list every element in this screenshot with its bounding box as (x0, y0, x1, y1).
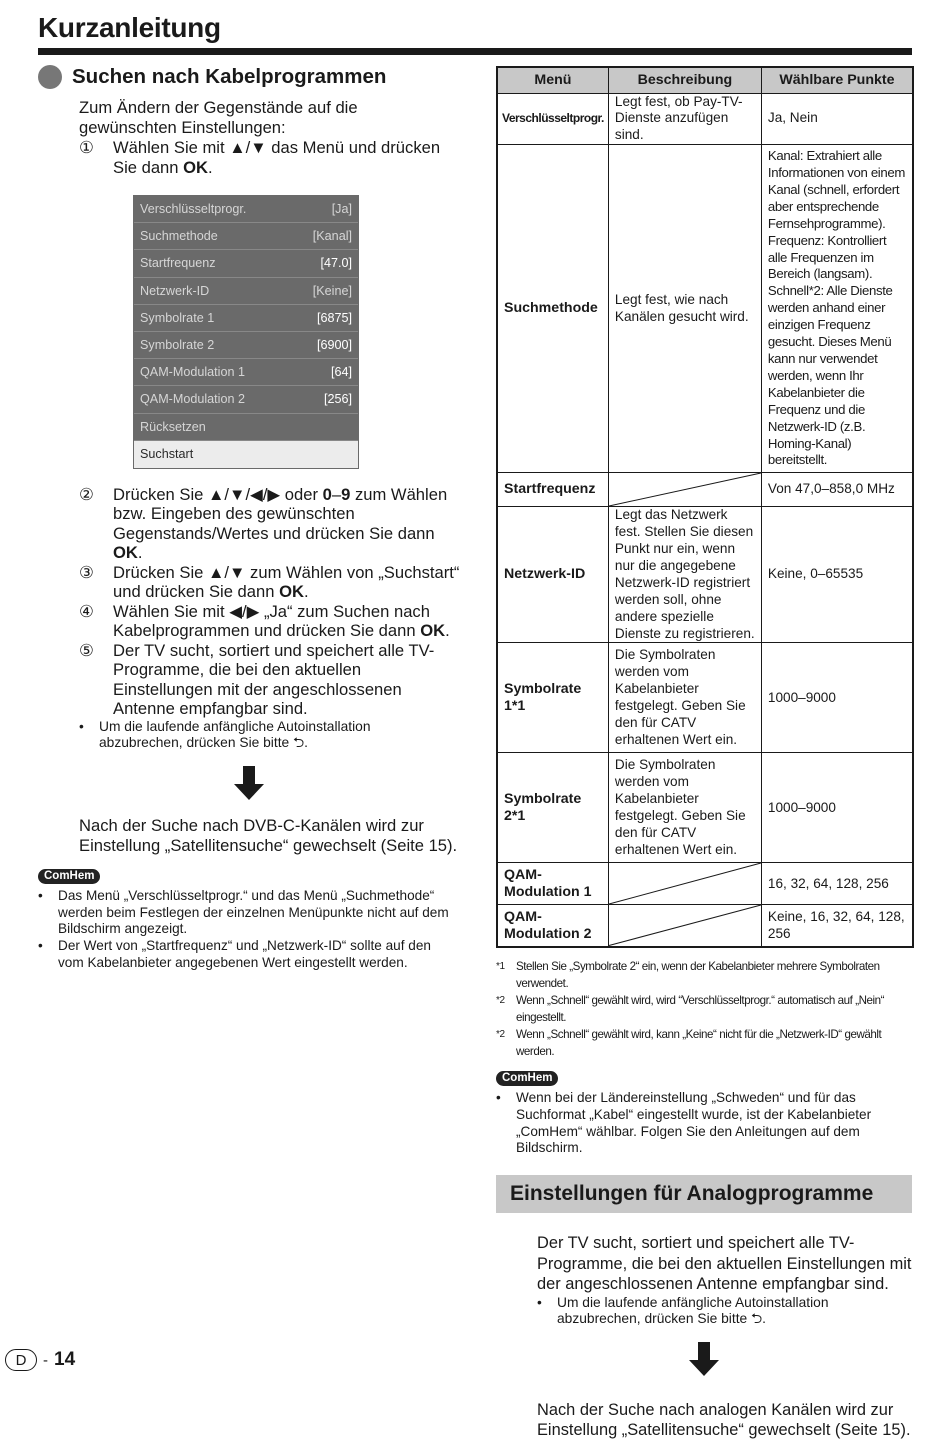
menu-item-label: QAM-Modulation 2 (140, 392, 245, 407)
row-description-empty (608, 473, 761, 507)
settings-table (496, 66, 914, 948)
menu-item-value: [64] (330, 365, 352, 380)
col-header-menu: Menü (497, 67, 608, 93)
menu-item-label: Suchstart (140, 447, 194, 462)
row-menu-name: Symbolrate 1*1 (497, 643, 608, 753)
row-description-empty (608, 863, 761, 905)
bullet-dot: • (537, 1294, 542, 1310)
menu-item-value: [Kanal] (312, 229, 352, 244)
table-row (497, 863, 913, 905)
title-rule (38, 48, 912, 55)
menu-item (134, 359, 358, 386)
menu-item-value: [Keine] (312, 283, 352, 298)
right-column (496, 66, 914, 1441)
diagonal-line-icon (609, 905, 761, 946)
menu-item (134, 250, 358, 277)
step-text: Wählen Sie mit ◀/▶ „Ja“ zum Suchen nach Kabelprogrammen und drücken Sie dann OK. (113, 601, 450, 641)
row-menu-name: Startfrequenz (497, 473, 608, 507)
table-row (497, 507, 913, 643)
cable-intro: Zum Ändern der Gegenstände auf die gewünschten Einstellungen: (79, 98, 358, 137)
step-number: ③ (79, 562, 94, 582)
footer-separator: - (43, 1351, 48, 1369)
row-options: 16, 32, 64, 128, 256 (761, 863, 913, 905)
step-number: ① (79, 138, 94, 157)
row-menu-name: Suchmethode (497, 145, 608, 473)
menu-item-label: Verschlüsseltprogr. (140, 202, 247, 217)
language-badge: D (5, 1349, 37, 1371)
row-options: Kanal: Extrahiert alle Informationen von einem Kanal (schnell, erfordert aber entsprechende Fernsehprogramme). Frequenz: Kontrolliert alle Frequenzen im Bereich (langsam). Schnell*2: Alle Dienste werden anhand einer einzigen Frequenz gesucht. Dieses Menü kann nur verwendet werden, wenn Ihr Kabelanbieter die Frequenz und die Netzwerk-ID (z.B. Homing-Kanal) bereitstellt. (761, 145, 913, 473)
row-description-empty (608, 905, 761, 947)
comhem-left (38, 866, 468, 972)
bullet-dot: • (38, 938, 43, 954)
comhem-note (38, 938, 458, 972)
table-row (497, 93, 913, 145)
comhem-note (38, 888, 458, 938)
menu-item-value: [256] (323, 392, 352, 407)
menu-item-label: Suchmethode (140, 229, 218, 244)
menu-item (134, 223, 358, 250)
comhem-badge: ComHem (38, 869, 100, 884)
step-text: Wählen Sie mit ▲/▼ das Menü und drücken Sie dann OK. (113, 138, 441, 177)
table-row (497, 145, 913, 473)
page-title: Kurzanleitung (38, 12, 221, 43)
row-description: Die Symbolraten werden vom Kabelanbieter festgelegt. Geben Sie den für CATV erhaltenen Wert ein. (608, 643, 761, 753)
cable-heading-text: Suchen nach Kabelprogrammen (72, 65, 387, 88)
page-footer (5, 1349, 75, 1371)
menu-item-value: [47.0] (320, 256, 352, 271)
analog-after-text: Nach der Suche nach analogen Kanälen wird zur Einstellung „Satellitensuche“ gewechselt (Seite 15). (537, 1400, 911, 1440)
menu-item-label: Startfrequenz (140, 256, 216, 271)
comhem-notes (38, 888, 468, 972)
step-number: ⑤ (79, 640, 94, 660)
bullet-dot: • (38, 887, 43, 903)
footnote (496, 992, 914, 1026)
down-arrow-icon (689, 1342, 719, 1376)
diagonal-line-icon (609, 473, 761, 506)
table-row (497, 905, 913, 947)
comhem-right-note-text: Wenn bei der Ländereinstellung „Schweden“ und für das Suchformat „Kabel“ eingestellt wurde, ist der Kabelanbieter „ComHem“ wählbar. Folgen Sie den Anleitungen auf dem Bildschirm. (516, 1089, 872, 1156)
menu-item (134, 305, 358, 332)
analog-abort-note (537, 1295, 867, 1328)
abort-note-text: Um die laufende anfängliche Autoinstallation abzubrechen, drücken Sie bitte ⮌. (99, 718, 371, 751)
table-header-row (497, 67, 913, 93)
menu-item-label: QAM-Modulation 1 (140, 365, 245, 380)
footnote-text: Wenn „Schnell“ gewählt wird, kann „Keine“ nicht für die „Netzwerk-ID“ gewählt werden. (516, 1027, 882, 1058)
step-4 (79, 602, 464, 641)
menu-item-label: Symbolrate 1 (140, 310, 215, 325)
row-description: Legt fest, ob Pay-TV-Dienste anzufügen sind. (608, 93, 761, 145)
step-text: Drücken Sie ▲/▼ zum Wählen von „Suchstart“ und drücken Sie dann OK. (113, 562, 460, 602)
footnotes (496, 958, 914, 1060)
row-options: 1000–9000 (761, 643, 913, 753)
step-number: ② (79, 484, 94, 504)
menu-item (134, 414, 358, 441)
footnote-mark: *2 (496, 994, 505, 1006)
step-number: ④ (79, 601, 94, 621)
footnote-mark: *1 (496, 960, 505, 972)
menu-item-value: [6900] (316, 338, 352, 353)
menu-item (134, 332, 358, 359)
col-header-options: Wählbare Punkte (761, 67, 913, 93)
row-description: Legt das Netzwerk fest. Stellen Sie diesen Punkt nur ein, wenn nur die angegebene Netzwerk-ID registriert werden soll, ohne andere spezielle Dienste zu registrieren. (608, 507, 761, 643)
footnote (496, 958, 914, 992)
col-header-description: Beschreibung (608, 67, 761, 93)
table-row (497, 473, 913, 507)
page-number: 14 (54, 1349, 76, 1370)
step-text: Der TV sucht, sortiert und speichert alle TV-Programme, die bei den aktuellen Einstellungen mit der angeschlossenen Antenne empfangbar sind. (113, 640, 435, 719)
menu-item-label: Netzwerk-ID (140, 283, 210, 298)
analog-abort-note-text: Um die laufende anfängliche Autoinstallation abzubrechen, drücken Sie bitte ⮌. (557, 1294, 829, 1327)
abort-note (79, 719, 409, 752)
cable-section-heading (38, 62, 468, 92)
step-1 (79, 138, 464, 177)
comhem-note-text: Das Menü „Verschlüsseltprogr.“ und das Menü „Suchmethode“ werden beim Festlegen der einzelnen Menüpunkte nicht auf dem Bildschirm angezeigt. (58, 887, 449, 937)
down-arrow-icon (234, 766, 264, 800)
menu-item (134, 386, 358, 413)
row-options: Von 47,0–858,0 MHz (761, 473, 913, 507)
diagonal-line-icon (609, 863, 761, 904)
row-menu-name: QAM-Modulation 2 (497, 905, 608, 947)
section-bullet-icon (38, 65, 62, 89)
row-options: Keine, 0–65535 (761, 507, 913, 643)
tv-settings-menu (133, 195, 359, 469)
table-row (497, 753, 913, 863)
step-text: Drücken Sie ▲/▼/◀/▶ oder 0–9 zum Wählen bzw. Eingeben des gewünschten Gegenstands/Wertes und drücken Sie dann OK. (113, 484, 448, 563)
comhem-right (496, 1068, 914, 1157)
menu-item-label: Rücksetzen (140, 419, 206, 434)
menu-item (134, 278, 358, 305)
menu-item-value: [6875] (316, 310, 352, 325)
step-5 (79, 641, 464, 719)
row-menu-name: Symbolrate 2*1 (497, 753, 608, 863)
footnote-text: Wenn „Schnell“ gewählt wird, wird “Verschlüsseltprogr.“ automatisch auf „Nein“ eingestellt. (516, 993, 885, 1024)
row-description: Die Symbolraten werden vom Kabelanbieter festgelegt. Geben Sie den für CATV erhaltenen Wert ein. (608, 753, 761, 863)
comhem-note-text: Der Wert von „Startfrequenz“ und „Netzwerk-ID“ sollte auf den vom Kabelanbieter angegebenen Wert eingestellt werden. (58, 938, 431, 971)
left-column (38, 62, 468, 972)
menu-item (134, 196, 358, 223)
table-row (497, 643, 913, 753)
row-menu-name: Verschlüsseltprogr. (497, 93, 608, 145)
bullet-dot: • (79, 718, 84, 734)
step-3 (79, 563, 464, 602)
row-options: Ja, Nein (761, 93, 913, 145)
analog-section-heading: Einstellungen für Analogprogramme (496, 1175, 912, 1213)
row-menu-name: Netzwerk-ID (497, 507, 608, 643)
row-options: 1000–9000 (761, 753, 913, 863)
comhem-badge: ComHem (496, 1071, 558, 1086)
menu-item (134, 441, 358, 468)
analog-body: Der TV sucht, sortiert und speichert alle TV-Programme, die bei den aktuellen Einstellungen mit der angeschlossenen Antenne empfangbar sind. (537, 1234, 912, 1294)
row-menu-name: QAM-Modulation 1 (497, 863, 608, 905)
cable-after-text: Nach der Suche nach DVB-C-Kanälen wird zur Einstellung „Satellitensuche“ gewechselt (Seite 15). (79, 815, 458, 855)
footnote (496, 1026, 914, 1060)
row-description: Legt fest, wie nach Kanälen gesucht wird. (608, 145, 761, 473)
footnote-mark: *2 (496, 1028, 505, 1040)
bullet-dot: • (496, 1089, 501, 1105)
menu-item-label: Symbolrate 2 (140, 338, 215, 353)
comhem-right-note (496, 1090, 906, 1157)
menu-item-value: [Ja] (331, 202, 352, 217)
footnote-text: Stellen Sie „Symbolrate 2“ ein, wenn der Kabelanbieter mehrere Symbolraten verwendet. (516, 959, 880, 990)
step-2 (79, 485, 464, 563)
row-options: Keine, 16, 32, 64, 128, 256 (761, 905, 913, 947)
